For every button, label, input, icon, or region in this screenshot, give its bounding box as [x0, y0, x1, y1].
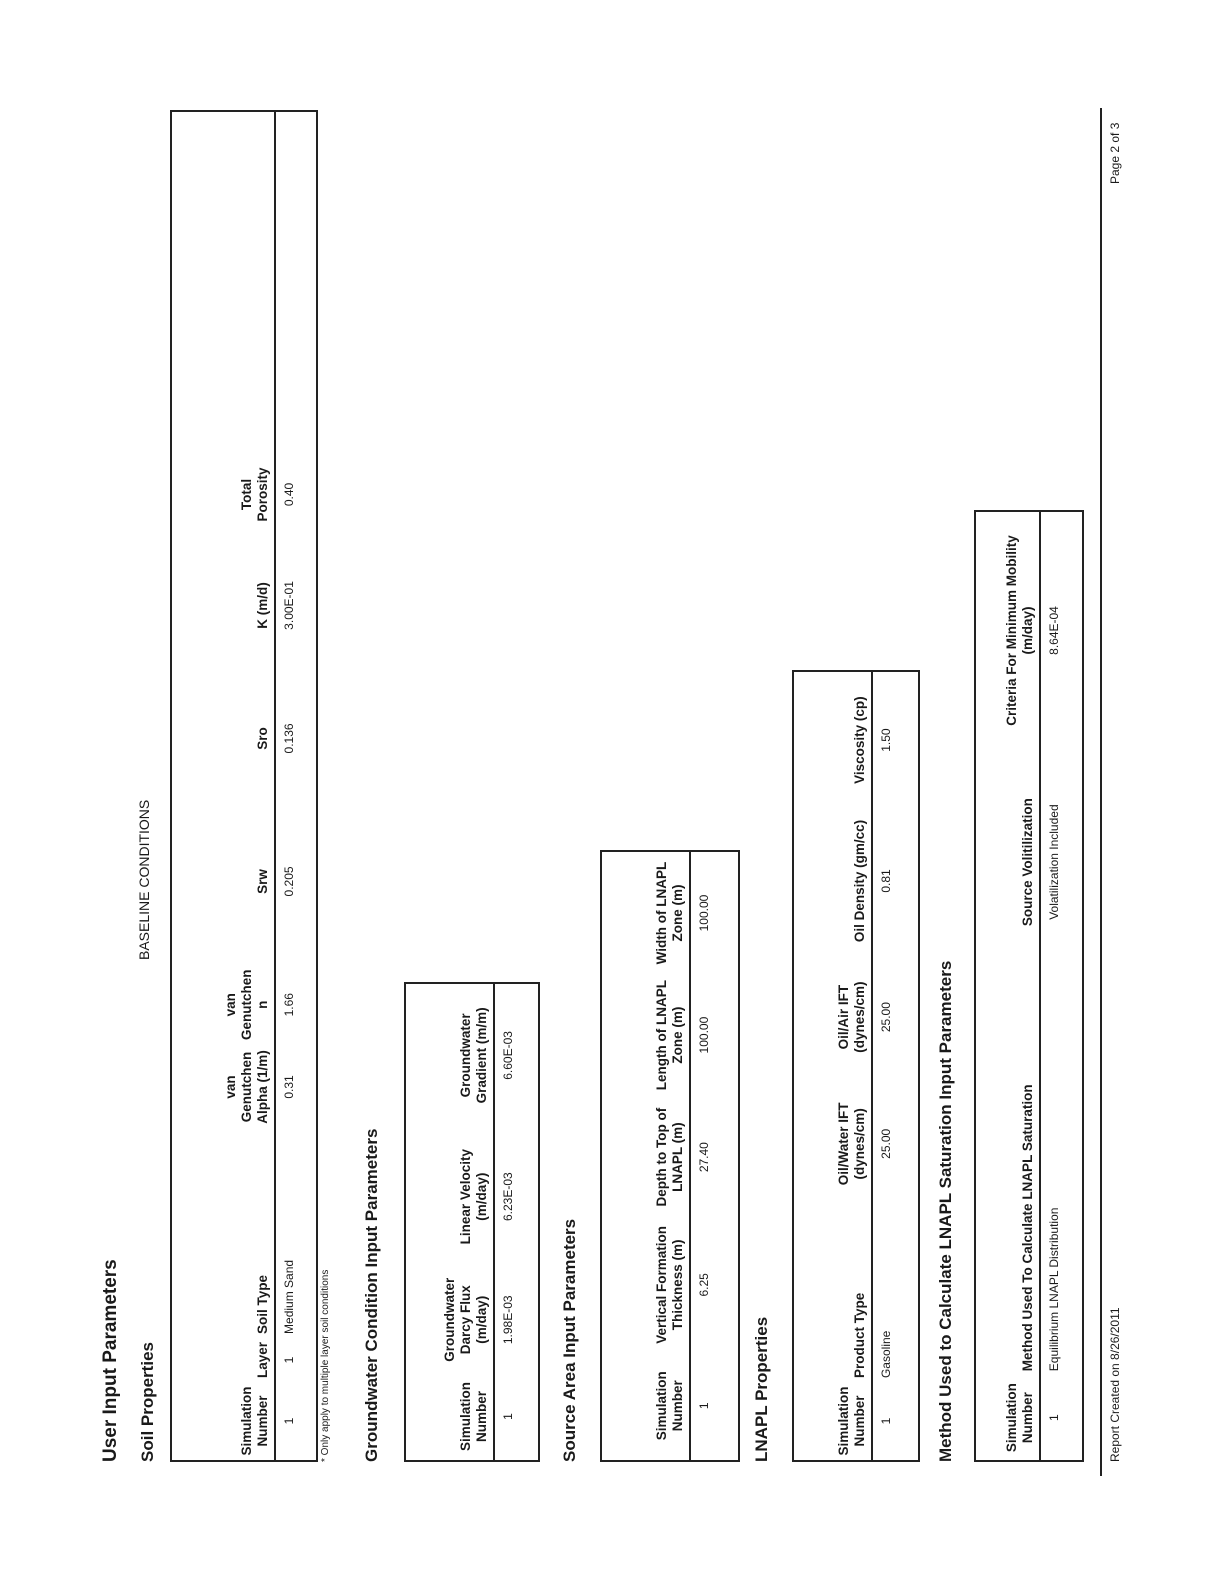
gw-cell-simulation: 1 — [501, 1413, 515, 1420]
soil-cell-sro: 0.136 — [282, 723, 296, 754]
soil-cell-porosity: 0.40 — [282, 482, 296, 507]
method-cell-simulation: 1 — [1047, 1414, 1061, 1421]
src-cell-simulation: 1 — [697, 1402, 711, 1410]
soil-cell-k: 3.00E-01 — [282, 581, 296, 630]
soil-header-porosity: Total Porosity — [239, 467, 270, 522]
page-title: User Input Parameters — [100, 1259, 121, 1462]
soil-header-srw: Srw — [255, 869, 270, 894]
gw-header-linear-velocity: Linear Velocity (m/day) — [458, 1149, 489, 1245]
soil-cell-simulation: 1 — [282, 1417, 296, 1425]
footer-report-date: Report Created on 8/26/2011 — [1108, 1307, 1122, 1462]
lnapl-header-viscosity: Viscosity (cp) — [852, 696, 867, 784]
soil-cell-soil-type: Medium Sand — [282, 1259, 296, 1334]
lnapl-cell-simulation: 1 — [879, 1417, 893, 1425]
method-table — [976, 512, 1082, 1460]
src-cell-length: 100.00 — [697, 1016, 711, 1054]
soil-header-n: van Genutchen n — [223, 969, 270, 1040]
method-header-volatilization: Source Volitilization — [1020, 798, 1035, 927]
condition-label: BASELINE CONDITIONS — [136, 799, 152, 960]
soil-cell-alpha: 0.31 — [282, 1075, 296, 1099]
soil-cell-layer: 1 — [282, 1356, 296, 1364]
src-header-length: Length of LNAPL Zone (m) — [654, 979, 685, 1091]
lnapl-table — [794, 672, 918, 1460]
soil-header-k: K (m/d) — [255, 582, 270, 629]
soil-footnote: * Only apply to multiple layer soil conditions — [320, 1269, 331, 1462]
soil-header-soil-type: Soil Type — [255, 1274, 270, 1334]
soil-cell-n: 1.66 — [282, 993, 296, 1017]
src-header-thickness: Vertical Formation Thickness (m) — [654, 1225, 685, 1344]
footer-divider — [1100, 108, 1102, 1476]
lnapl-header-oil-density: Oil Density (gm/cc) — [852, 819, 867, 943]
soil-header-layer: Layer — [255, 1341, 270, 1378]
lnapl-header-oil-water-ift: Oil/Water IFT (dynes/cm) — [836, 1102, 867, 1186]
method-header-criteria: Criteria For Minimum Mobility (m/day) — [1004, 535, 1035, 726]
src-cell-thickness: 6.25 — [697, 1273, 711, 1297]
source-section-title: Source Area Input Parameters — [560, 1218, 579, 1462]
soil-table — [172, 112, 316, 1460]
method-section-title: Method Used to Calculate LNAPL Saturation Input Parameters — [936, 960, 955, 1462]
lnapl-cell-oil-water-ift: 25.00 — [879, 1128, 893, 1159]
gw-cell-linear-velocity: 6.23E-03 — [501, 1172, 515, 1222]
groundwater-section-title: Groundwater Condition Input Parameters — [362, 1128, 381, 1462]
lnapl-cell-oil-density: 0.81 — [879, 869, 893, 893]
groundwater-table — [406, 984, 538, 1460]
method-header-simulation: Simulation Number — [1004, 1383, 1035, 1453]
method-cell-volatilization: Volatilization Included — [1047, 804, 1061, 920]
lnapl-cell-oil-air-ift: 25.00 — [879, 1002, 893, 1033]
src-cell-depth: 27.40 — [697, 1142, 711, 1173]
lnapl-header-product-type: Product Type — [852, 1292, 867, 1379]
method-cell-criteria: 8.64E-04 — [1047, 606, 1061, 655]
gw-header-gradient: Groundwater Gradient (m/m) — [458, 1007, 489, 1104]
gw-header-simulation: Simulation Number — [458, 1382, 489, 1452]
gw-header-darcy-flux: Groundwater Darcy Flux (m/day) — [442, 1277, 489, 1362]
gw-cell-gradient: 6.60E-03 — [501, 1031, 515, 1080]
src-header-simulation: Simulation Number — [654, 1371, 685, 1441]
soil-header-alpha: van Genutchen Alpha (1/m) — [223, 1050, 270, 1124]
source-table — [602, 852, 738, 1460]
gw-cell-darcy-flux: 1.98E-03 — [501, 1295, 515, 1345]
method-cell-method: Equilibrium LNAPL Distribution — [1047, 1207, 1061, 1372]
footer-page-number: Page 2 of 3 — [1108, 122, 1122, 184]
soil-cell-srw: 0.205 — [282, 866, 296, 897]
lnapl-cell-viscosity: 1.50 — [879, 728, 893, 752]
soil-section-title: Soil Properties — [138, 1342, 157, 1462]
lnapl-cell-product-type: Gasoline — [879, 1330, 893, 1379]
soil-header-simulation: Simulation Number — [239, 1386, 270, 1456]
lnapl-header-simulation: Simulation Number — [836, 1386, 867, 1456]
lnapl-header-oil-air-ift: Oil/Air IFT (dynes/cm) — [836, 981, 867, 1053]
src-cell-width: 100.00 — [697, 894, 711, 932]
src-header-width: Width of LNAPL Zone (m) — [654, 861, 685, 965]
src-header-depth: Depth to Top of LNAPL (m) — [654, 1107, 685, 1207]
method-header-method: Method Used To Calculate LNAPL Saturation — [1020, 1084, 1035, 1372]
soil-header-sro: Sro — [255, 727, 270, 750]
lnapl-section-title: LNAPL Properties — [752, 1316, 771, 1462]
